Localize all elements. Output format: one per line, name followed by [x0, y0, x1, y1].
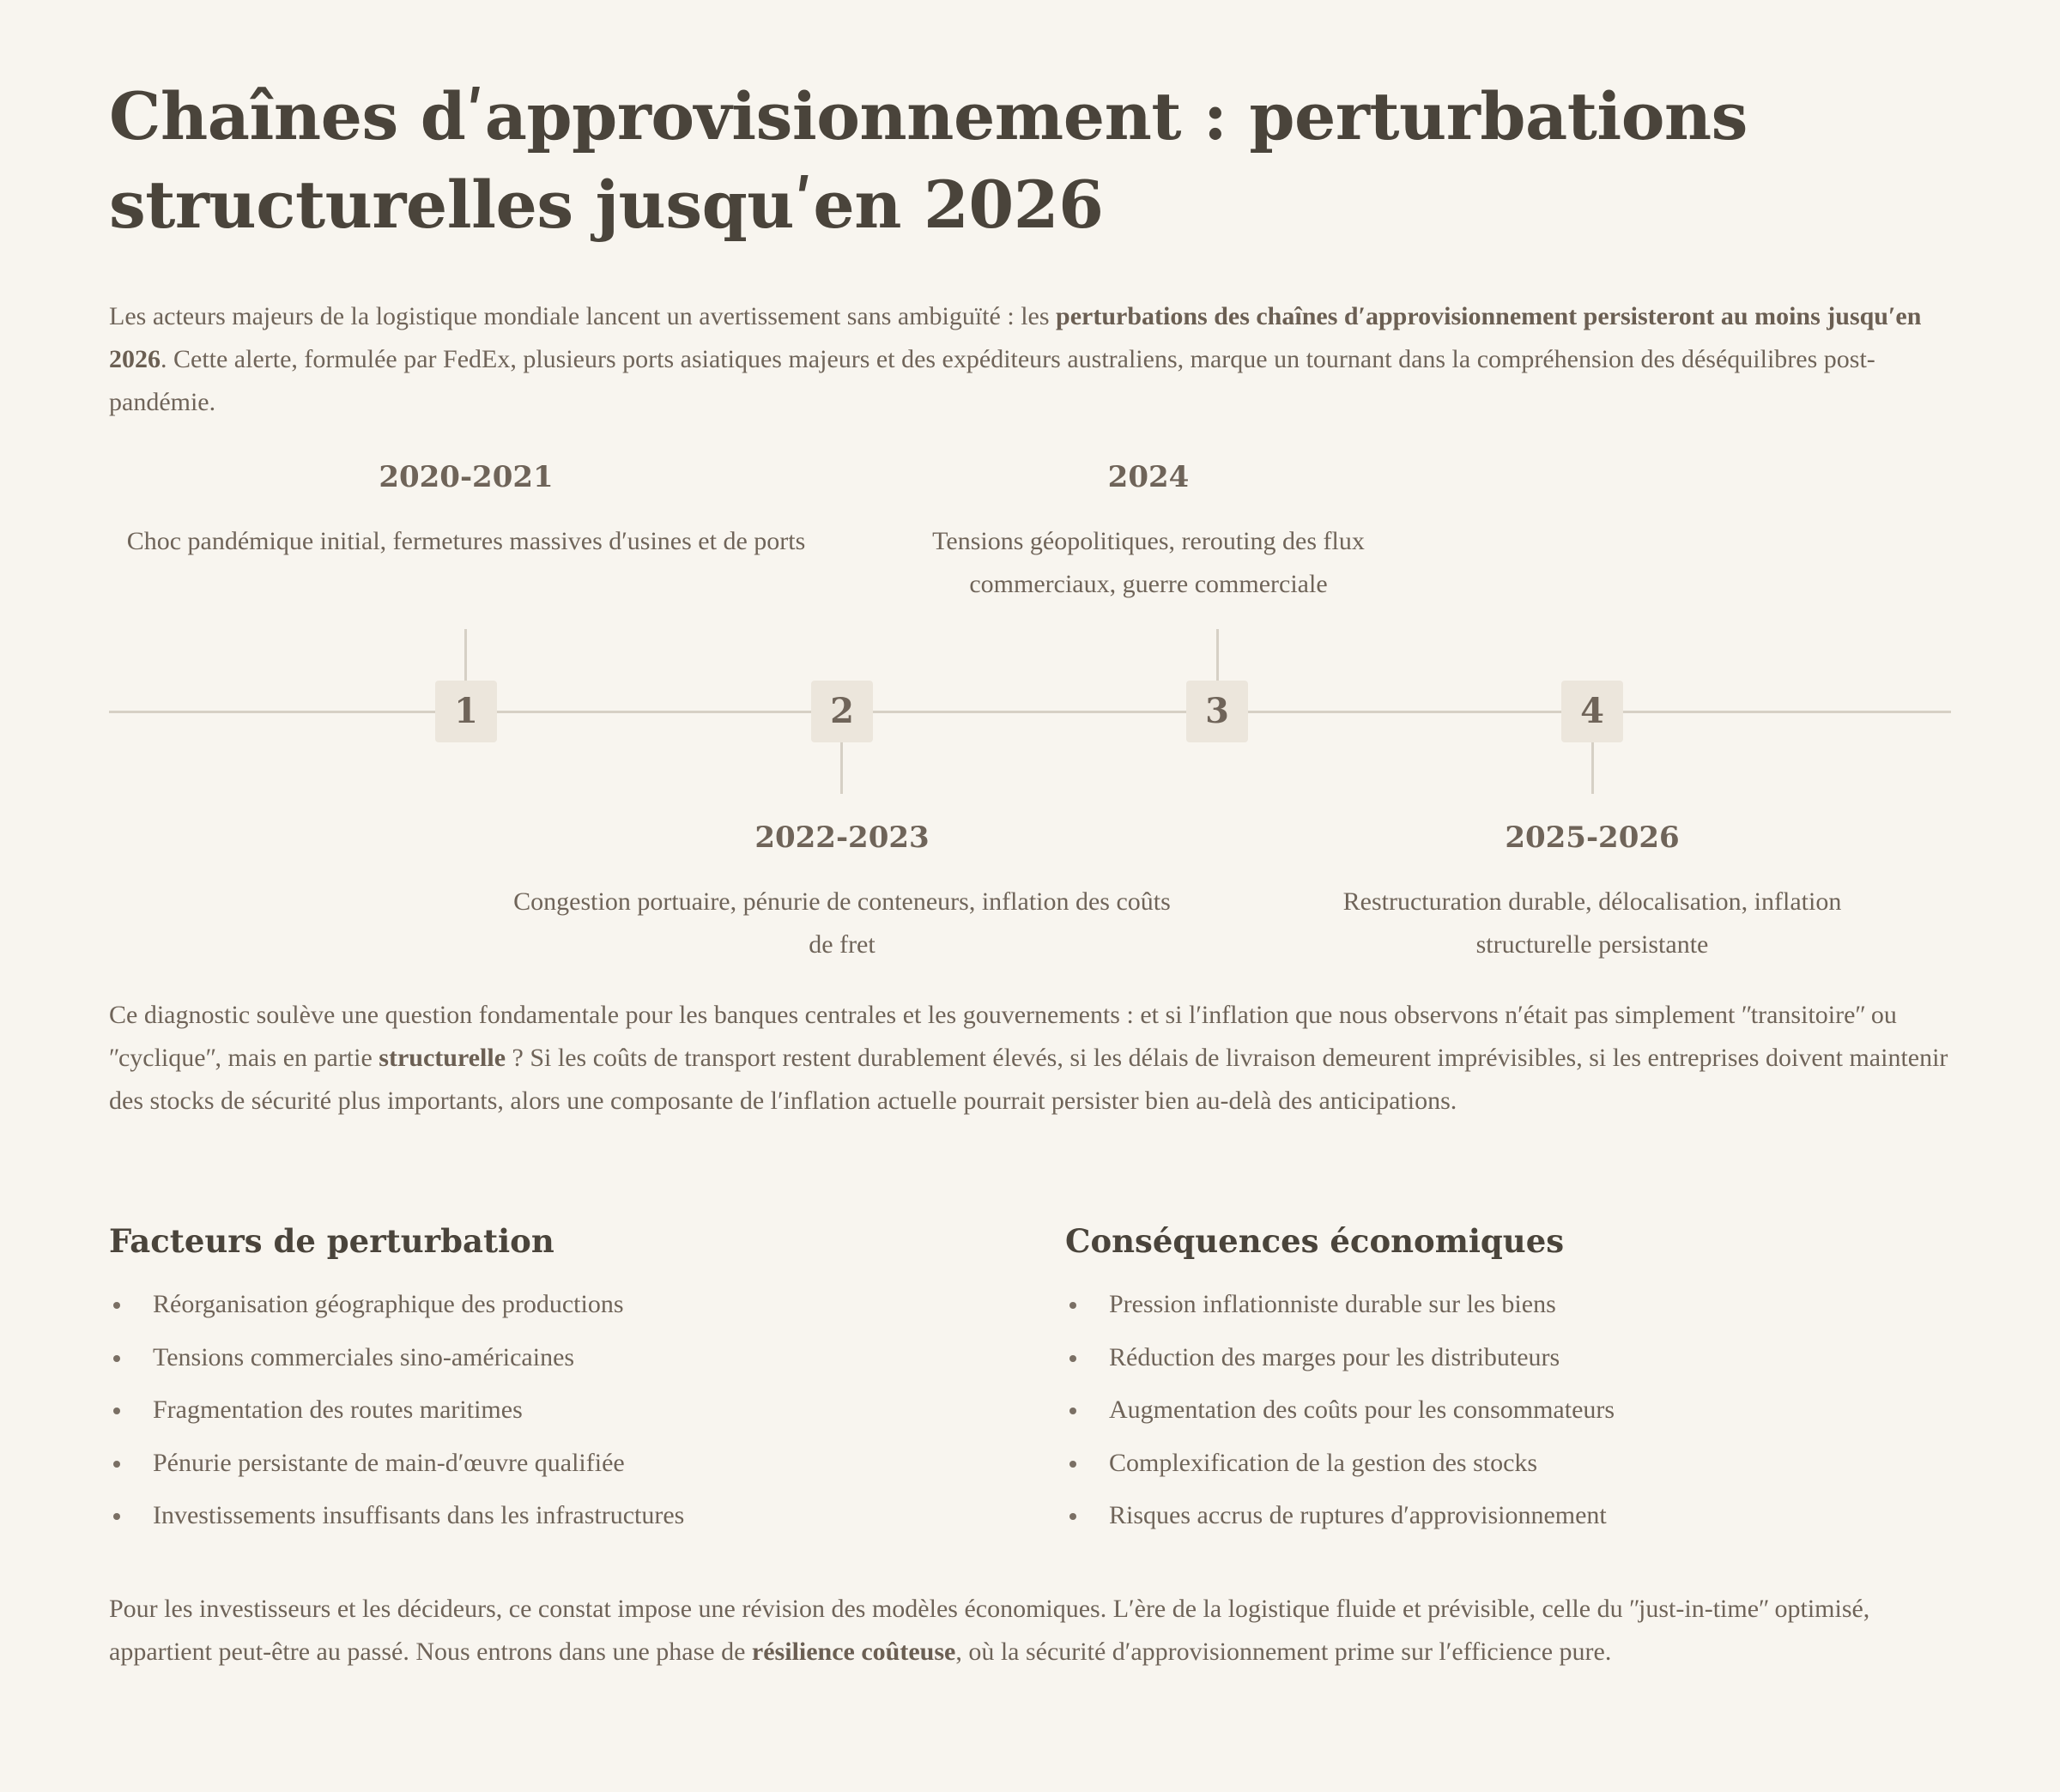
timeline-label-2	[499, 820, 1185, 966]
intro-paragraph	[109, 295, 1951, 424]
factors-heading: Facteurs de perturbation	[109, 1222, 554, 1260]
factors-list	[109, 1287, 993, 1533]
timeline-label-1	[123, 460, 809, 563]
list-item: Augmentation des coûts pour les consommateurs	[1065, 1393, 1949, 1427]
timeline-connector	[1591, 742, 1594, 794]
timeline-description: Restructuration durable, délocalisation, inflation structurelle persistante	[1342, 887, 1842, 959]
timeline-marker-4: 4	[1561, 681, 1623, 742]
timeline-label-4	[1283, 820, 1901, 966]
list-item: Tensions commerciales sino-américaines	[109, 1341, 993, 1375]
closing-text: Pour les investisseurs et les décideurs, ce constat impose une révision des modèles économiques. Lʹère de la logistique fluide et prévisible, celle du ʺjust-in-timeʺ optimisé, appartient peut-être au passé. Nous entrons dans une phase de	[109, 1595, 1870, 1666]
list-item: Complexification de la gestion des stocks	[1065, 1446, 1949, 1480]
timeline-connector	[1216, 629, 1219, 681]
diagnostic-emphasis: structurelle	[379, 1044, 506, 1072]
consequences-heading: Conséquences économiques	[1065, 1222, 1565, 1260]
list-item: Risques accrus de ruptures dʹapprovisionnement	[1065, 1498, 1949, 1533]
list-item: Investissements insuffisants dans les infrastructures	[109, 1498, 993, 1533]
timeline-year: 2025-2026	[1505, 820, 1680, 855]
list-item: Pénurie persistante de main-dʹœuvre qualifiée	[109, 1446, 993, 1480]
timeline-connector	[840, 742, 843, 794]
consequences-column	[1065, 1217, 1949, 1552]
closing-emphasis: résilience coûteuse	[751, 1638, 956, 1666]
consequences-list	[1065, 1287, 1949, 1533]
diagnostic-paragraph	[109, 994, 1951, 1123]
timeline-year: 2020-2021	[379, 460, 554, 494]
intro-text: Les acteurs majeurs de la logistique mondiale lancent un avertissement sans ambiguïté : les	[109, 302, 1057, 330]
timeline-marker-1: 1	[435, 681, 497, 742]
list-item: Réduction des marges pour les distributeurs	[1065, 1341, 1949, 1375]
intro-emphasis: perturbations des chaînes dʹapprovisionnement persisteront au moins jusquʹen 2026	[109, 302, 1922, 373]
closing-paragraph	[109, 1588, 1951, 1674]
timeline-axis	[109, 711, 1951, 713]
timeline-marker-3: 3	[1186, 681, 1248, 742]
diagnostic-text-end: ? Si les coûts de transport restent durablement élevés, si les délais de livraison demeurent imprévisibles, si les entreprises doivent maintenir des stocks de sécurité plus importants, alors une composante de lʹinflation actuelle pourrait persister bien au-delà des anticipations.	[109, 1044, 1948, 1115]
timeline-description: Congestion portuaire, pénurie de conteneurs, inflation des coûts de fret	[513, 887, 1171, 959]
list-item: Pression inflationniste durable sur les biens	[1065, 1287, 1949, 1322]
intro-text-end: . Cette alerte, formulée par FedEx, plusieurs ports asiatiques majeurs et des expéditeurs australiens, marque un tournant dans la compréhension des déséquilibres post-pandémie.	[109, 345, 1875, 416]
factors-column	[109, 1217, 993, 1552]
timeline-year: 2022-2023	[754, 820, 930, 855]
timeline-marker-2: 2	[811, 681, 873, 742]
timeline-description: Tensions géopolitiques, rerouting des flux commerciaux, guerre commerciale	[932, 527, 1365, 598]
list-item: Fragmentation des routes maritimes	[109, 1393, 993, 1427]
timeline-description: Choc pandémique initial, fermetures massives dʹusines et de ports	[126, 527, 806, 555]
diagnostic-text: Ce diagnostic soulève une question fondamentale pour les banques centrales et les gouvernements : et si lʹinflation que nous observons nʹétait pas simplement ʺtransitoireʺ ou ʺcycliqueʺ, mais en partie	[109, 1001, 1897, 1072]
list-item: Réorganisation géographique des productions	[109, 1287, 993, 1322]
closing-text-end: , où la sécurité dʹapprovisionnement prime sur lʹefficience pure.	[955, 1638, 1612, 1666]
timeline-connector	[464, 629, 467, 681]
timeline-label-3	[874, 460, 1423, 606]
page-title: Chaînes dʹapprovisionnement : perturbations structurelles jusquʹen 2026	[109, 78, 1748, 243]
timeline-year: 2024	[1107, 460, 1190, 494]
